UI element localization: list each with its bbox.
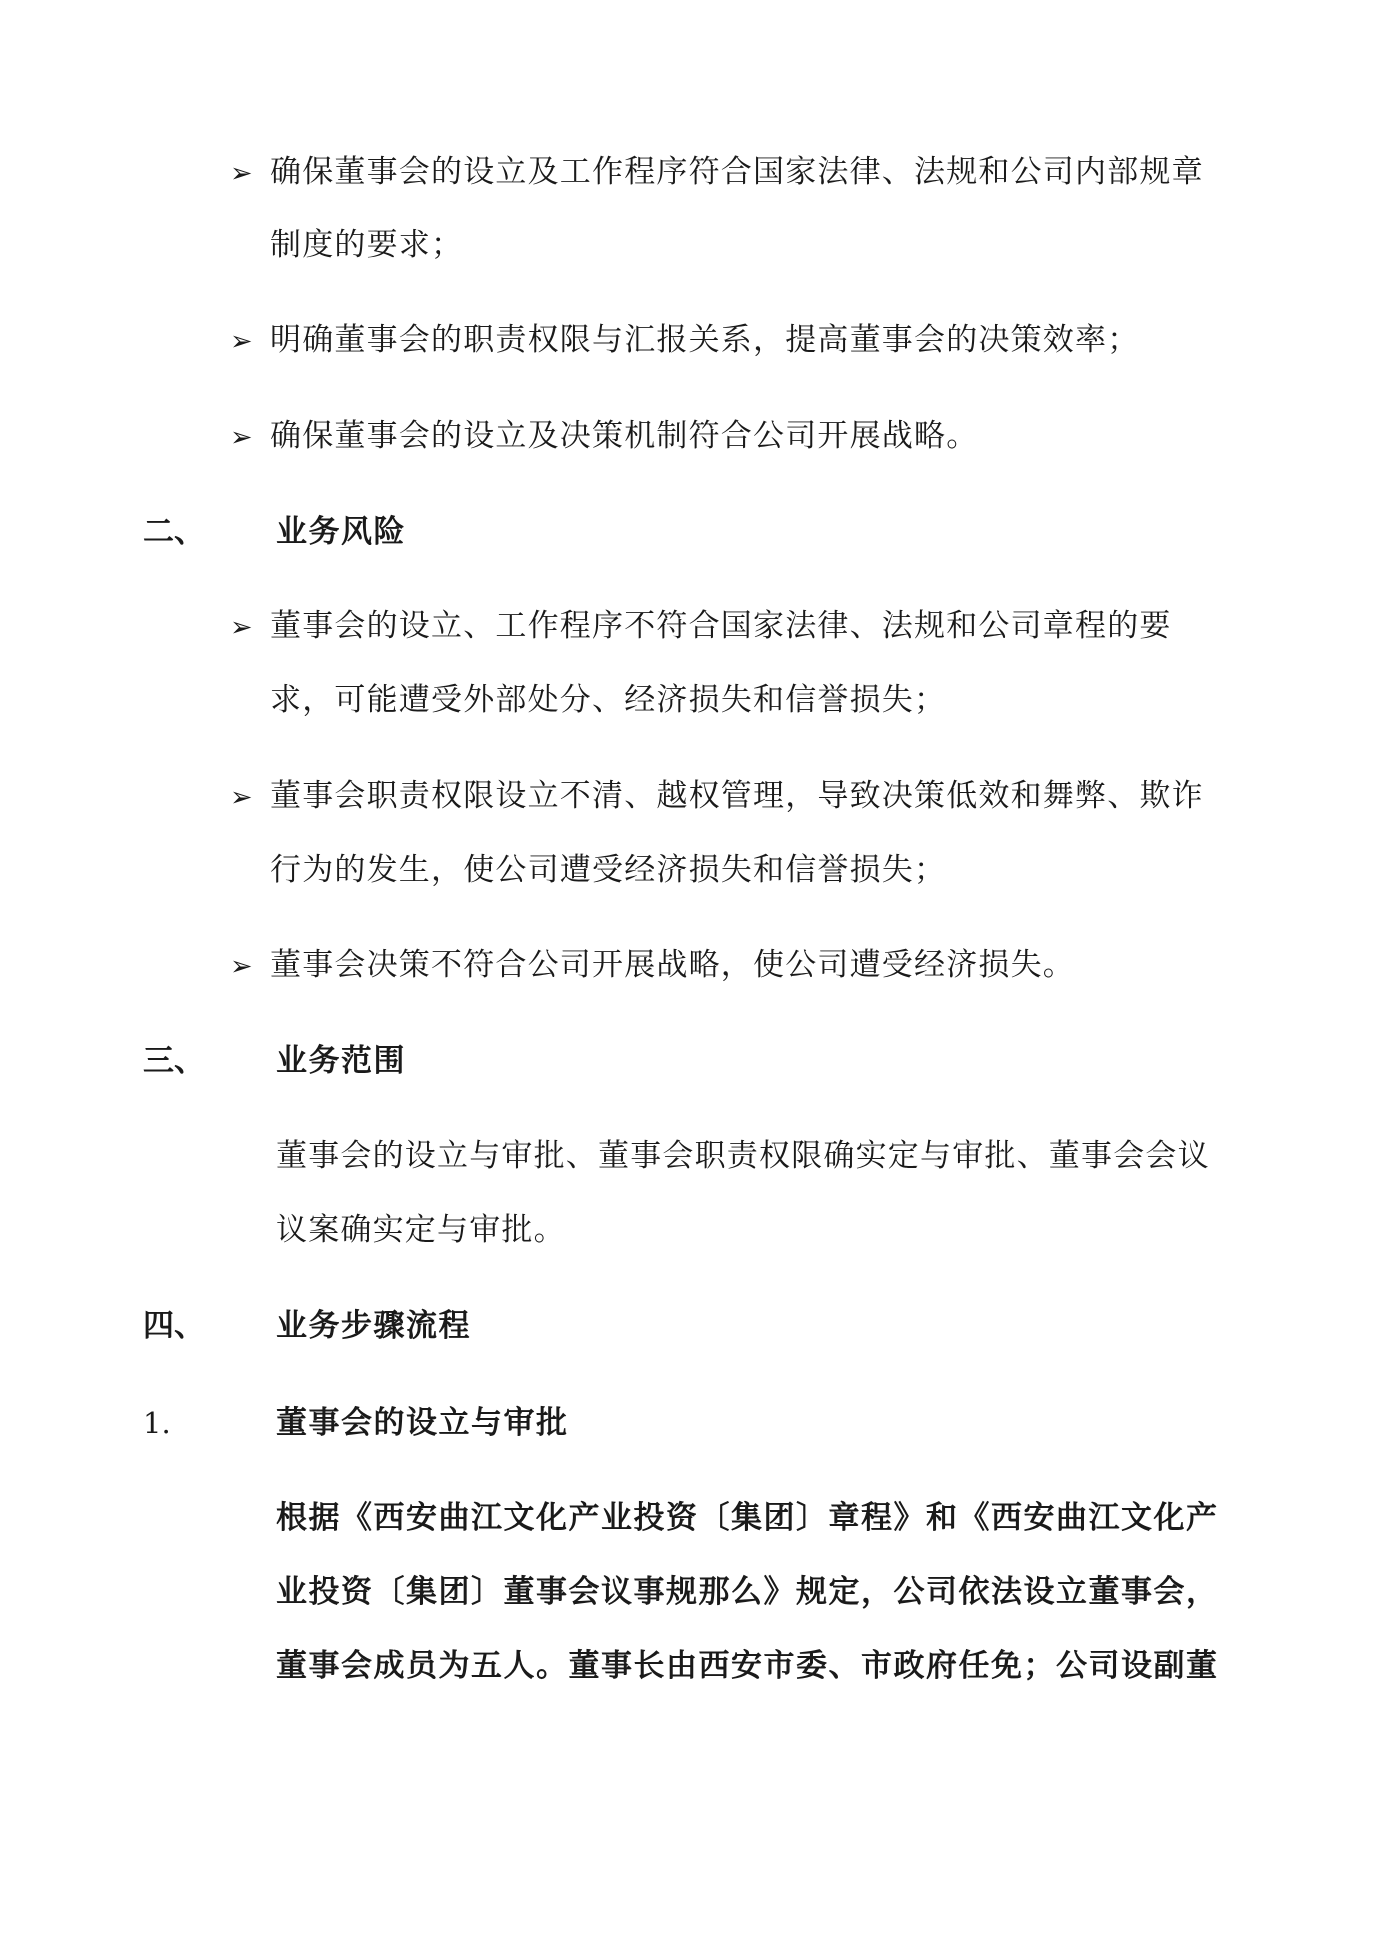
- section-4-title: 业务步骤流程: [276, 1308, 471, 1344]
- bullet-arrow-icon: ➢: [230, 326, 253, 357]
- bullet-arrow-icon: ➢: [230, 782, 253, 813]
- subsection-1-body-line-1: 根据《西安曲江文化产业投资〔集团〕章程》和《西安曲江文化产: [276, 1500, 1219, 1536]
- objective-3-line-1: 确保董事会的设立及决策机制符合公司开展战略。: [270, 418, 979, 454]
- section-3-title: 业务范围: [276, 1043, 406, 1079]
- subsection-1-title: 董事会的设立与审批: [276, 1405, 569, 1441]
- risk-3-line-1: 董事会决策不符合公司开展战略，使公司遭受经济损失。: [270, 947, 1075, 983]
- bullet-arrow-icon: ➢: [230, 158, 253, 189]
- risk-2-line-1: 董事会职责权限设立不清、越权管理，导致决策低效和舞弊、欺诈: [270, 778, 1204, 814]
- objective-1-line-1: 确保董事会的设立及工作程序符合国家法律、法规和公司内部规章: [270, 154, 1204, 190]
- section-4-number: 四、: [143, 1308, 205, 1344]
- scope-line-1: 董事会的设立与审批、董事会职责权限确实定与审批、董事会会议: [276, 1138, 1210, 1174]
- bullet-arrow-icon: ➢: [230, 422, 253, 453]
- section-2-title: 业务风险: [276, 514, 406, 550]
- bullet-arrow-icon: ➢: [230, 612, 253, 643]
- subsection-1-number: 1.: [143, 1406, 171, 1440]
- section-3-number: 三、: [143, 1043, 205, 1079]
- subsection-1-body-line-3: 董事会成员为五人。董事长由西安市委、市政府任免；公司设副董: [276, 1648, 1219, 1684]
- scope-line-2: 议案确实定与审批。: [276, 1212, 566, 1248]
- risk-2-line-2: 行为的发生，使公司遭受经济损失和信誉损失；: [270, 852, 947, 888]
- subsection-1-body-line-2: 业投资〔集团〕董事会议事规那么》规定，公司依法设立董事会，: [276, 1574, 1219, 1610]
- risk-1-line-2: 求，可能遭受外部处分、经济损失和信誉损失；: [270, 682, 947, 718]
- risk-1-line-1: 董事会的设立、工作程序不符合国家法律、法规和公司章程的要: [270, 608, 1172, 644]
- objective-1-line-2: 制度的要求；: [270, 227, 464, 263]
- section-2-number: 二、: [143, 514, 205, 550]
- bullet-arrow-icon: ➢: [230, 951, 253, 982]
- objective-2-line-1: 明确董事会的职责权限与汇报关系，提高董事会的决策效率；: [270, 322, 1140, 358]
